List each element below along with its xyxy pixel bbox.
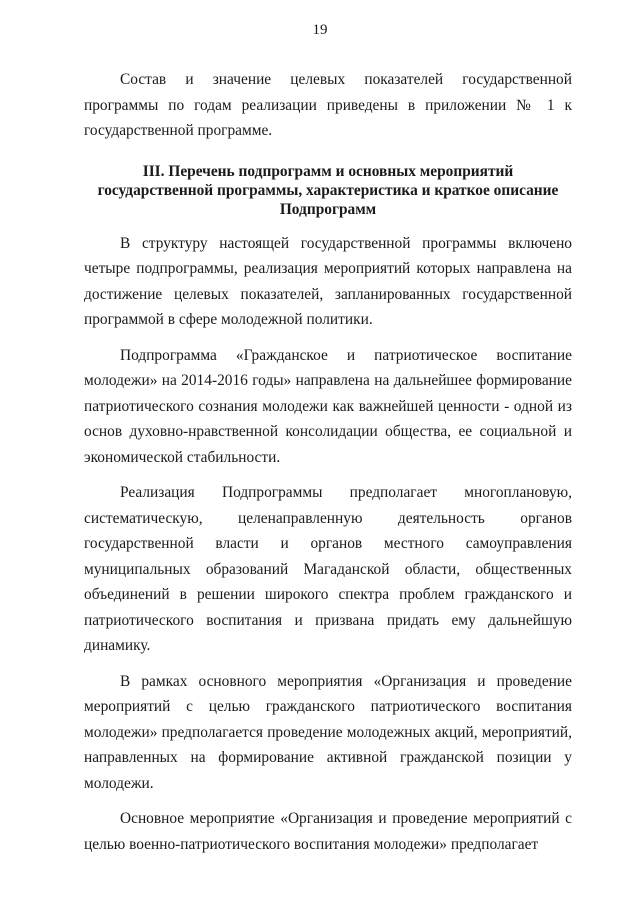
body-paragraph: В рамках основного мероприятия «Организация и проведение мероприятий с целью гражданского патриотического воспитания молодежи» предполагается проведение молодежных акций, мероприятий, направленных на формирование активной гражданской позиции у молодежи. — [84, 672, 572, 792]
body-paragraph: Основное мероприятие «Организация и проведение мероприятий с целью военно-патриотического воспитания молодежи» предполагает — [84, 810, 572, 853]
section-heading-line: государственной программы, характеристика и краткое описание — [97, 181, 559, 199]
body-paragraph: Подпрограмма «Гражданское и патриотическое воспитание молодежи» на 2014-2016 годы» направлена на дальнейшее формирование патриотического сознания молодежи как важнейшей ценности - одной из основ духовно-нравственной консолидации общества, ее социальной и экономической стабильности. — [84, 346, 572, 466]
paragraph-gap — [84, 333, 572, 343]
paragraph-gap — [84, 796, 572, 806]
document-body — [84, 67, 572, 857]
body-paragraph: Реализация Подпрограммы предполагает многоплановую, систематическую, целенаправленную деятельность органов государственной власти и органов местного самоуправления муниципальных образований Магаданской области, общественных объединений в решении широкого спектра проблем гражданского и патриотического воспитания и призвана придать ему дальнейшую динамику. — [84, 484, 572, 654]
section-heading-line: III. Перечень подпрограмм и основных мероприятий — [142, 162, 514, 180]
section-heading — [84, 162, 572, 219]
paragraph-gap — [84, 470, 572, 480]
intro-paragraph: Состав и значение целевых показателей государственной программы по годам реализации приведены в приложении № 1 к государственной программе. — [84, 71, 572, 139]
paragraph-gap — [84, 659, 572, 669]
page-number: 19 — [312, 22, 328, 38]
body-paragraph: В структуру настоящей государственной программы включено четыре подпрограммы, реализация мероприятий которых направлена на достижение целевых показателей, запланированных государственной программой в сфере молодежной политики. — [84, 234, 572, 328]
section-heading-line: Подпрограмм — [279, 200, 377, 218]
